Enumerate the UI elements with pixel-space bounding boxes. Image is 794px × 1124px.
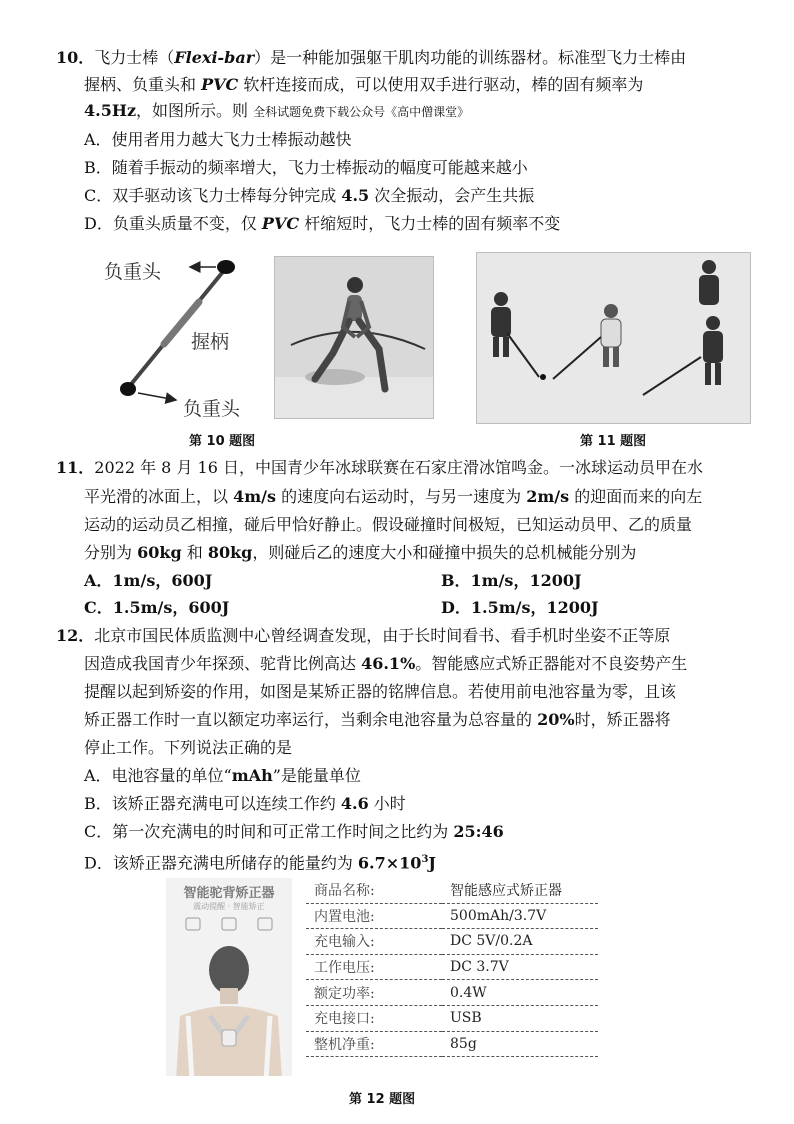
q10-line2: 握柄、负重头和 PVC 软杆连接而成，可以使用双手进行驱动，棒的固有频率为 xyxy=(84,75,644,94)
spec-key: 内置电池: xyxy=(306,903,442,929)
spec-row xyxy=(306,903,598,929)
q11-line3: 运动的运动员乙相撞，碰后甲恰好静止。假设碰撞时间极短，已知运动员甲、乙的质量 xyxy=(84,515,693,534)
q11-line2: 平光滑的冰面上，以 4m/s 的速度向右运动时，与另一速度为 2m/s 的迎面而来的向左 xyxy=(84,487,703,506)
hockey-photo-drawing xyxy=(477,253,750,423)
athlete-photo-drawing xyxy=(275,257,433,418)
q12-line3: 提醒以起到矫姿的作用，如图是某矫正器的铭牌信息。若使用前电池容量为零，且该 xyxy=(84,682,677,701)
q10-option-a: A．使用者用力越大飞力士棒振动越快 xyxy=(84,130,352,149)
ice-hockey-photo xyxy=(476,252,751,424)
spec-value: 智能感应式矫正器 xyxy=(442,878,598,903)
q10-line1: 10．飞力士棒（Flexi-bar）是一种能加强躯干肌肉功能的训练器材。标准型飞力士棒由 xyxy=(56,48,687,67)
q11-option-c: C．1.5m/s，600J xyxy=(84,598,230,617)
corrector-product-photo xyxy=(166,878,292,1076)
spec-row xyxy=(306,980,598,1006)
spec-row xyxy=(306,954,598,980)
spec-key: 额定功率: xyxy=(306,980,442,1006)
q12-number: 12． xyxy=(56,626,95,645)
q12-option-c: C．第一次充满电的时间和可正常工作时间之比约为 25:46 xyxy=(84,822,504,841)
q11-option-a: A．1m/s，600J xyxy=(84,571,213,590)
q12-line5: 停止工作。下列说法正确的是 xyxy=(84,738,293,757)
spec-value: 0.4W xyxy=(442,980,598,1006)
fig10-label-handle: 握柄 xyxy=(191,331,230,353)
back-with-corrector-drawing xyxy=(166,912,292,1076)
spec-value: 85g xyxy=(442,1031,598,1057)
fig10-label-top-weight: 负重头 xyxy=(104,261,162,283)
spec-row xyxy=(306,1005,598,1031)
spec-value: DC 3.7V xyxy=(442,954,598,980)
flexi-bar-photo xyxy=(274,256,434,419)
spec-key: 整机净重: xyxy=(306,1031,442,1057)
product-subtitle: 震动提醒 · 智能矫正 xyxy=(193,902,265,911)
spec-key: 商品名称: xyxy=(306,878,442,903)
spec-value: 500mAh/3.7V xyxy=(442,903,598,929)
q12-line2: 因造成我国青少年探颈、驼背比例高达 46.1%。智能感应式矫正器能对不良姿势产生 xyxy=(84,654,688,673)
q11-option-b: B．1m/s，1200J xyxy=(441,571,582,590)
q11-number: 11． xyxy=(56,458,95,477)
fig11-caption: 第 11 题图 xyxy=(580,434,647,449)
spec-key: 工作电压: xyxy=(306,954,442,980)
q10-line3: 4.5Hz，如图所示。则 全科试题免费下载公众号《高中僧课堂》 xyxy=(84,101,470,120)
q12-option-a: A．电池容量的单位“mAh”是能量单位 xyxy=(84,766,361,785)
fig10-label-bottom-weight: 负重头 xyxy=(183,398,241,420)
spec-key: 充电输入: xyxy=(306,929,442,955)
corrector-spec-table xyxy=(306,878,598,1057)
q12-option-d: D．该矫正器充满电所储存的能量约为 $6.7\times 10^3J$ xyxy=(84,853,436,873)
q12-line4: 矫正器工作时一直以额定功率运行，当剩余电池容量为总容量的 20%时，矫正器将 xyxy=(84,710,671,729)
q11-line1: 11．2022 年 8 月 16 日，中国青少年冰球联赛在石家庄滑冰馆鸣金。一冰球运动员甲在水 xyxy=(56,458,703,477)
fig10-caption: 第 10 题图 xyxy=(189,434,256,449)
q10-option-d: D．负重头质量不变，仅 PVC 杆缩短时，飞力士棒的固有频率不变 xyxy=(84,214,561,233)
q11-line4: 分别为 60kg 和 80kg，则碰后乙的速度大小和碰撞中损失的总机械能分别为 xyxy=(84,543,637,562)
q10-option-c: C．双手驱动该飞力士棒每分钟完成 4.5 次全振动，会产生共振 xyxy=(84,186,535,205)
spec-row xyxy=(306,878,598,903)
fig12-caption: 第 12 题图 xyxy=(349,1092,416,1107)
spec-value: USB xyxy=(442,1005,598,1031)
q11-option-d: D．1.5m/s，1200J xyxy=(441,598,599,617)
spec-key: 充电接口: xyxy=(306,1005,442,1031)
product-title: 智能驼背矫正器 xyxy=(183,886,275,901)
spec-row xyxy=(306,1031,598,1057)
watermark-text: 全科试题免费下载公众号《高中僧课堂》 xyxy=(253,105,470,119)
q10-option-b: B．随着手振动的频率增大，飞力士棒振动的幅度可能越来越小 xyxy=(84,158,528,177)
spec-value: DC 5V/0.2A xyxy=(442,929,598,955)
spec-row xyxy=(306,929,598,955)
q12-option-b: B．该矫正器充满电可以连续工作约 4.6 小时 xyxy=(84,794,406,813)
q10-number: 10． xyxy=(56,48,95,67)
q12-line1: 12．北京市国民体质监测中心曾经调查发现，由于长时间看书、看手机时坐姿不正等原 xyxy=(56,626,671,645)
